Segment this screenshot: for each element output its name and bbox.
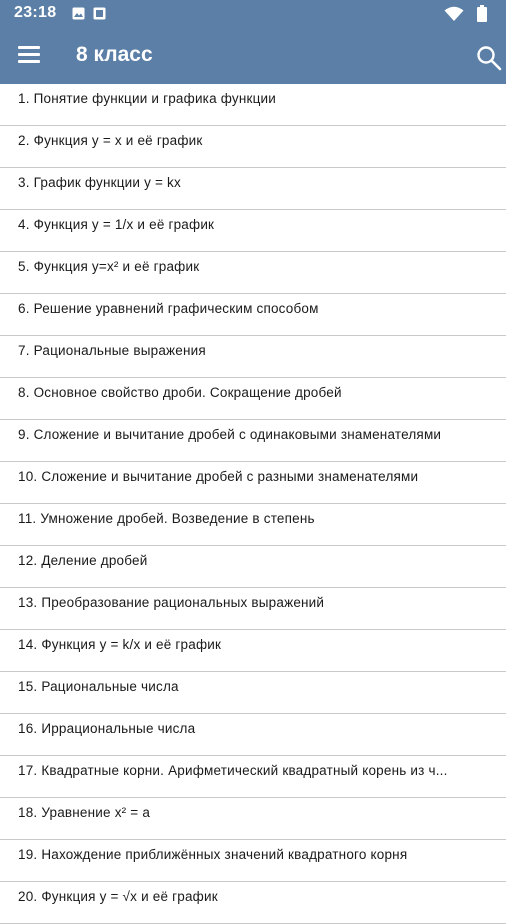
- list-item-label: 12. Деление дробей: [18, 553, 148, 568]
- list-item[interactable]: [0, 420, 506, 462]
- list-item[interactable]: [0, 714, 506, 756]
- search-icon[interactable]: [476, 45, 502, 71]
- list-item-label: 16. Иррациональные числа: [18, 721, 196, 736]
- list-item-label: 18. Уравнение x² = a: [18, 805, 151, 820]
- hamburger-menu-icon[interactable]: [18, 46, 40, 64]
- list-item[interactable]: [0, 126, 506, 168]
- list-item[interactable]: [0, 630, 506, 672]
- list-item-label: 15. Рациональные числа: [18, 679, 179, 694]
- list-item-label: 8. Основное свойство дроби. Сокращение дробей: [18, 385, 342, 400]
- list-item-label: 6. Решение уравнений графическим способом: [18, 301, 319, 316]
- list-item[interactable]: [0, 252, 506, 294]
- list-item[interactable]: [0, 210, 506, 252]
- list-item[interactable]: [0, 882, 506, 924]
- topic-list: [0, 84, 506, 924]
- wifi-icon: [444, 6, 464, 22]
- list-item-label: 17. Квадратные корни. Арифметический квадратный корень из ч...: [18, 763, 448, 778]
- list-item[interactable]: [0, 168, 506, 210]
- list-item-label: 14. Функция y = k/x и её график: [18, 637, 222, 652]
- list-item[interactable]: [0, 798, 506, 840]
- list-item[interactable]: [0, 840, 506, 882]
- list-item[interactable]: [0, 588, 506, 630]
- list-item-label: 9. Сложение и вычитание дробей с одинаковыми знаменателями: [18, 427, 442, 442]
- list-item[interactable]: [0, 546, 506, 588]
- list-item[interactable]: [0, 462, 506, 504]
- image-icon: [72, 7, 85, 20]
- list-item[interactable]: [0, 672, 506, 714]
- list-item[interactable]: [0, 504, 506, 546]
- list-item-label: 11. Умножение дробей. Возведение в степень: [18, 511, 315, 526]
- list-item[interactable]: [0, 294, 506, 336]
- list-item-label: 3. График функции y = kx: [18, 175, 181, 190]
- battery-icon: [477, 5, 487, 22]
- status-bar: [0, 0, 506, 27]
- list-item-label: 5. Функция y=x² и её график: [18, 259, 200, 274]
- list-item-label: 13. Преобразование рациональных выражений: [18, 595, 325, 610]
- list-item[interactable]: [0, 756, 506, 798]
- list-item-label: 19. Нахождение приближённых значений квадратного корня: [18, 847, 408, 862]
- list-item-label: 10. Сложение и вычитание дробей с разными знаменателями: [18, 469, 419, 484]
- list-item-label: 4. Функция y = 1/x и её график: [18, 217, 215, 232]
- list-item[interactable]: [0, 84, 506, 126]
- list-item-label: 1. Понятие функции и графика функции: [18, 91, 277, 106]
- list-item[interactable]: [0, 378, 506, 420]
- page-title: 8 класс: [76, 43, 153, 66]
- status-time: 23:18: [14, 4, 57, 21]
- list-item-label: 2. Функция y = x и её график: [18, 133, 203, 148]
- app-bar: [0, 27, 506, 84]
- image-icon: [93, 7, 106, 20]
- list-item-label: 7. Рациональные выражения: [18, 343, 206, 358]
- list-item[interactable]: [0, 336, 506, 378]
- list-item-label: 20. Функция y = √x и её график: [18, 889, 218, 904]
